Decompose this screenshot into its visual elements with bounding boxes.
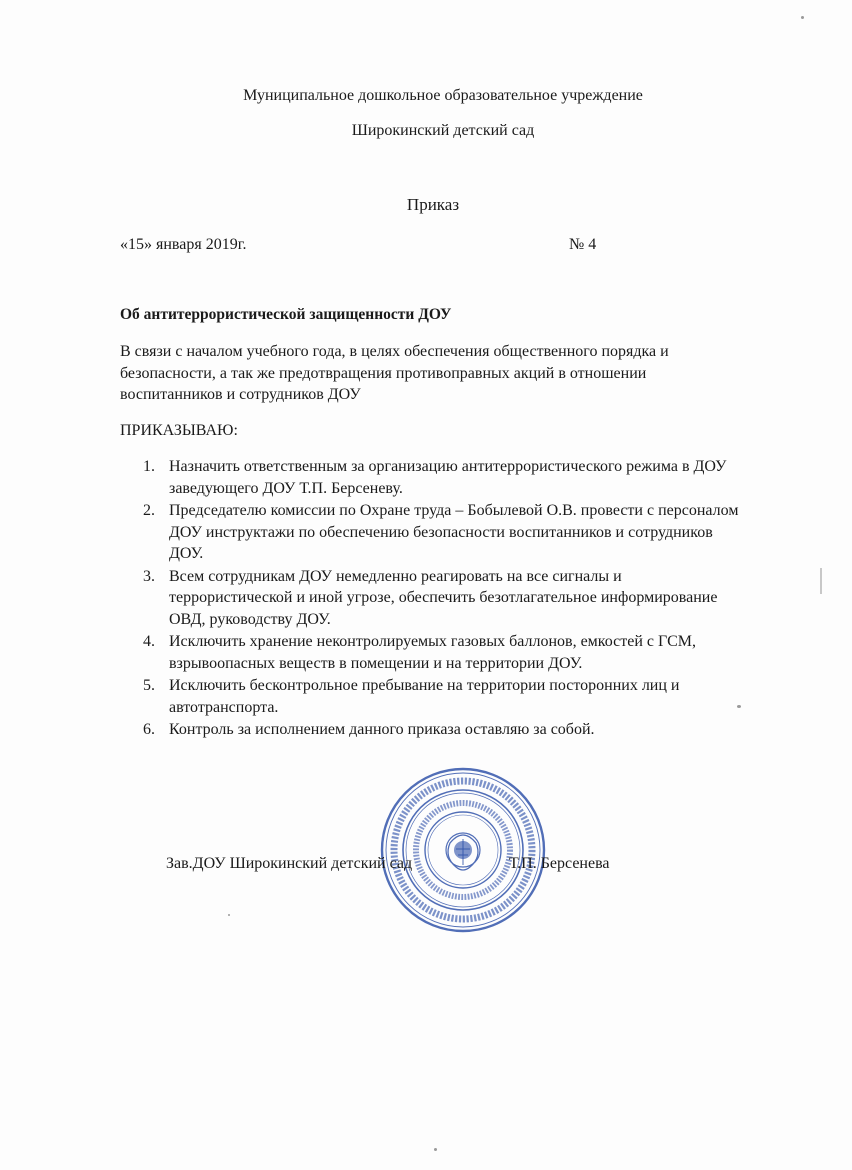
item-text-line: Исключить бесконтрольное пребывание на территории посторонних лиц и <box>169 677 680 694</box>
item-text-line: ДОУ инструктажи по обеспечению безопасности воспитанников и сотрудников <box>169 523 713 541</box>
preamble-line: воспитанников и сотрудников ДОУ <box>120 386 361 403</box>
order-items-list <box>120 456 780 742</box>
signature-name: Т.П. Берсенева <box>509 855 610 872</box>
item-text-line: Исключить хранение неконтролируемых газовых баллонов, емкостей с ГСМ, <box>169 633 696 650</box>
list-item <box>120 675 780 718</box>
order-directive-word: ПРИКАЗЫВАЮ: <box>120 422 238 439</box>
item-text-line: Контроль за исполнением данного приказа оставляю за собой. <box>169 721 595 738</box>
list-item <box>120 456 780 499</box>
scan-speck <box>801 16 804 19</box>
scan-speck <box>737 705 741 708</box>
item-text-line: ОВД, руководству ДОУ. <box>169 610 331 628</box>
order-date: «15» января 2019г. <box>120 236 247 253</box>
item-number: 6. <box>143 721 155 738</box>
preamble-paragraph <box>120 341 760 406</box>
preamble-line: безопасности, а так же предотвращения противоправных акций в отношении <box>120 364 647 382</box>
scan-edge-mark <box>820 568 822 594</box>
institution-name: Широкинский детский сад <box>351 122 535 139</box>
item-text-line: Назначить ответственным за организацию антитеррористического режима в ДОУ <box>169 458 727 475</box>
item-number: 1. <box>143 458 155 475</box>
order-number: № 4 <box>569 236 597 253</box>
organization-name: Муниципальное дошкольное образовательное учреждение <box>243 87 643 104</box>
item-number: 4. <box>143 633 155 650</box>
item-number: 3. <box>143 567 155 585</box>
scan-speck <box>434 1148 437 1151</box>
item-number: 5. <box>143 677 155 694</box>
item-text-line: ДОУ. <box>169 545 204 562</box>
list-item <box>120 566 780 631</box>
signature-position: Зав.ДОУ Широкинский детский сад <box>166 855 413 872</box>
document-title: Приказ <box>406 195 460 214</box>
official-stamp <box>378 765 548 935</box>
list-item <box>120 631 780 674</box>
preamble-line: В связи с началом учебного года, в целях обеспечения общественного порядка и <box>120 343 669 360</box>
list-item <box>120 500 780 565</box>
item-text-line: заведующего ДОУ Т.П. Берсеневу. <box>169 479 403 497</box>
scan-speck <box>228 914 230 916</box>
item-text-line: Всем сотрудникам ДОУ немедленно реагировать на все сигналы и <box>169 567 622 585</box>
item-text-line: Председателю комиссии по Охране труда – Бобылевой О.В. провести с персоналом <box>169 502 739 519</box>
item-text-line: взрывоопасных веществ в помещении и на территории ДОУ. <box>169 654 583 672</box>
list-item <box>120 719 780 741</box>
order-subject: Об антитеррористической защищенности ДОУ <box>120 306 452 323</box>
item-text-line: автотранспорта. <box>169 698 279 716</box>
item-text-line: террористической и иной угрозе, обеспечить безотлагательное информирование <box>169 589 718 606</box>
item-number: 2. <box>143 502 155 519</box>
